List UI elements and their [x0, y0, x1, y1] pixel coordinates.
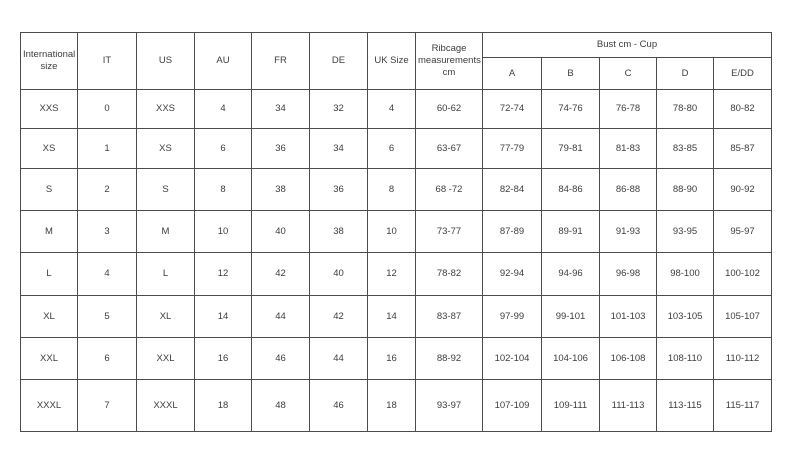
table-cell: 42 [252, 253, 310, 296]
table-cell: 82-84 [483, 169, 542, 211]
table-cell: L [21, 253, 78, 296]
table-cell: M [21, 211, 78, 253]
table-cell: 85-87 [714, 129, 772, 169]
table-cell: 6 [78, 338, 137, 380]
table-cell: 103-105 [657, 296, 714, 338]
table-cell: XL [137, 296, 195, 338]
table-cell: 6 [195, 129, 252, 169]
table-cell: 93-95 [657, 211, 714, 253]
table-cell: 80-82 [714, 90, 772, 129]
table-cell: 90-92 [714, 169, 772, 211]
table-cell: 104-106 [542, 338, 600, 380]
table-cell: 42 [310, 296, 368, 338]
table-cell: 38 [252, 169, 310, 211]
table-cell: 18 [195, 380, 252, 432]
table-cell: 16 [368, 338, 416, 380]
table-cell: 10 [368, 211, 416, 253]
table-cell: 38 [310, 211, 368, 253]
table-cell: 88-90 [657, 169, 714, 211]
header-cup-edd: E/DD [714, 58, 772, 90]
table-cell: 7 [78, 380, 137, 432]
table-cell: 100-102 [714, 253, 772, 296]
header-cup-b: B [542, 58, 600, 90]
table-cell: 106-108 [600, 338, 657, 380]
table-row-xs [21, 129, 772, 169]
table-cell: 83-85 [657, 129, 714, 169]
table-cell: 34 [252, 90, 310, 129]
table-cell: XXL [137, 338, 195, 380]
table-cell: 18 [368, 380, 416, 432]
table-cell: 60-62 [416, 90, 483, 129]
table-cell: 94-96 [542, 253, 600, 296]
header-ribcage: Ribcage measurements cm [416, 33, 483, 90]
table-cell: 76-78 [600, 90, 657, 129]
header-us: US [137, 33, 195, 90]
table-cell: 36 [252, 129, 310, 169]
table-cell: 109-111 [542, 380, 600, 432]
table-cell: 81-83 [600, 129, 657, 169]
size-conversion-table [20, 32, 772, 432]
table-cell: 115-117 [714, 380, 772, 432]
table-cell: 110-112 [714, 338, 772, 380]
header-de: DE [310, 33, 368, 90]
table-cell: 93-97 [416, 380, 483, 432]
table-cell: 113-115 [657, 380, 714, 432]
header-uk-size: UK Size [368, 33, 416, 90]
table-cell: 5 [78, 296, 137, 338]
table-row-xxl [21, 338, 772, 380]
table-cell: M [137, 211, 195, 253]
table-cell: 89-91 [542, 211, 600, 253]
table-row-xxs [21, 90, 772, 129]
table-cell: XXS [21, 90, 78, 129]
table-cell: 40 [310, 253, 368, 296]
table-cell: 108-110 [657, 338, 714, 380]
table-cell: 46 [252, 338, 310, 380]
table-cell: XXXL [21, 380, 78, 432]
table-cell: XXL [21, 338, 78, 380]
table-cell: 87-89 [483, 211, 542, 253]
header-au: AU [195, 33, 252, 90]
table-cell: 4 [78, 253, 137, 296]
table-cell: 44 [252, 296, 310, 338]
table-cell: 48 [252, 380, 310, 432]
table-cell: 96-98 [600, 253, 657, 296]
table-cell: 3 [78, 211, 137, 253]
table-cell: 14 [195, 296, 252, 338]
table-cell: 44 [310, 338, 368, 380]
header-cup-c: C [600, 58, 657, 90]
table-cell: 2 [78, 169, 137, 211]
header-group-row [21, 33, 772, 58]
table-cell: 83-87 [416, 296, 483, 338]
header-cup-d: D [657, 58, 714, 90]
table-cell: 10 [195, 211, 252, 253]
table-cell: 73-77 [416, 211, 483, 253]
table-header [21, 33, 772, 90]
table-cell: S [21, 169, 78, 211]
table-cell: XXXL [137, 380, 195, 432]
table-cell: XS [137, 129, 195, 169]
table-cell: 74-76 [542, 90, 600, 129]
header-fr: FR [252, 33, 310, 90]
table-row-xxxl [21, 380, 772, 432]
table-cell: 105-107 [714, 296, 772, 338]
table-cell: 77-79 [483, 129, 542, 169]
table-row-m [21, 211, 772, 253]
table-cell: 91-93 [600, 211, 657, 253]
table-cell: XL [21, 296, 78, 338]
table-cell: 84-86 [542, 169, 600, 211]
table-cell: 101-103 [600, 296, 657, 338]
table-cell: 4 [368, 90, 416, 129]
table-cell: 88-92 [416, 338, 483, 380]
table-cell: L [137, 253, 195, 296]
table-cell: 78-80 [657, 90, 714, 129]
table-cell: 16 [195, 338, 252, 380]
table-cell: 1 [78, 129, 137, 169]
table-cell: 8 [195, 169, 252, 211]
table-cell: XXS [137, 90, 195, 129]
table-cell: 68 -72 [416, 169, 483, 211]
table-cell: 102-104 [483, 338, 542, 380]
table-cell: 99-101 [542, 296, 600, 338]
table-cell: 46 [310, 380, 368, 432]
table-row-s [21, 169, 772, 211]
table-cell: 72-74 [483, 90, 542, 129]
table-cell: 79-81 [542, 129, 600, 169]
table-cell: 6 [368, 129, 416, 169]
table-cell: 34 [310, 129, 368, 169]
table-cell: 98-100 [657, 253, 714, 296]
header-international-size: International size [21, 33, 78, 90]
table-cell: 4 [195, 90, 252, 129]
table-cell: 12 [368, 253, 416, 296]
table-body [21, 90, 772, 432]
table-cell: 107-109 [483, 380, 542, 432]
table-cell: 36 [310, 169, 368, 211]
table-cell: 32 [310, 90, 368, 129]
header-bust-cup-group: Bust cm - Cup [483, 33, 772, 58]
table-cell: S [137, 169, 195, 211]
table-cell: 63-67 [416, 129, 483, 169]
table-cell: 0 [78, 90, 137, 129]
table-row-xl [21, 296, 772, 338]
table-cell: 14 [368, 296, 416, 338]
table-cell: 95-97 [714, 211, 772, 253]
table-cell: 40 [252, 211, 310, 253]
table-cell: 78-82 [416, 253, 483, 296]
table-cell: 86-88 [600, 169, 657, 211]
table-cell: XS [21, 129, 78, 169]
header-it: IT [78, 33, 137, 90]
table-cell: 12 [195, 253, 252, 296]
header-cup-a: A [483, 58, 542, 90]
table-cell: 8 [368, 169, 416, 211]
table-cell: 111-113 [600, 380, 657, 432]
table-row-l [21, 253, 772, 296]
table-cell: 97-99 [483, 296, 542, 338]
table-cell: 92-94 [483, 253, 542, 296]
